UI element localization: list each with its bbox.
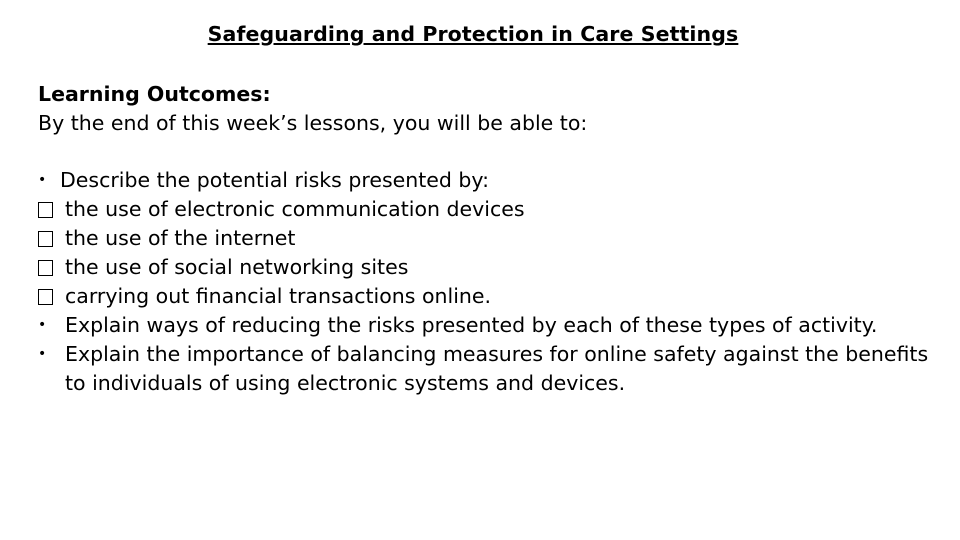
outcomes-list bbox=[38, 166, 938, 398]
checkbox-icon bbox=[38, 231, 53, 247]
checkbox-icon bbox=[38, 289, 53, 305]
list-item-text: the use of the internet bbox=[65, 226, 296, 250]
bullet-icon: • bbox=[38, 172, 47, 188]
checkbox-icon bbox=[38, 202, 53, 218]
slide-title: Safeguarding and Protection in Care Settings bbox=[207, 22, 739, 46]
list-item-text: carrying out financial transactions online. bbox=[65, 284, 492, 308]
learning-outcomes-heading: Learning Outcomes: bbox=[38, 82, 271, 106]
list-item bbox=[38, 253, 938, 282]
intro-text: By the end of this week’s lessons, you will be able to: bbox=[38, 111, 588, 135]
list-item bbox=[38, 195, 938, 224]
list-item-text: the use of social networking sites bbox=[65, 255, 409, 279]
list-item-text: Explain the importance of balancing measures for online safety against the benefits to individuals of using electronic systems and devices. bbox=[65, 342, 929, 395]
list-item bbox=[38, 282, 938, 311]
list-item bbox=[38, 311, 938, 340]
learning-outcomes-block bbox=[38, 80, 587, 138]
list-item bbox=[38, 340, 938, 398]
bullet-icon: • bbox=[38, 317, 47, 333]
list-item bbox=[38, 166, 938, 195]
list-item-text: Explain ways of reducing the risks presented by each of these types of activity. bbox=[65, 313, 878, 337]
list-item bbox=[38, 224, 938, 253]
list-item-text: the use of electronic communication devices bbox=[65, 197, 525, 221]
checkbox-icon bbox=[38, 260, 53, 276]
list-item-text: Describe the potential risks presented by: bbox=[60, 168, 489, 192]
bullet-icon: • bbox=[38, 346, 47, 362]
